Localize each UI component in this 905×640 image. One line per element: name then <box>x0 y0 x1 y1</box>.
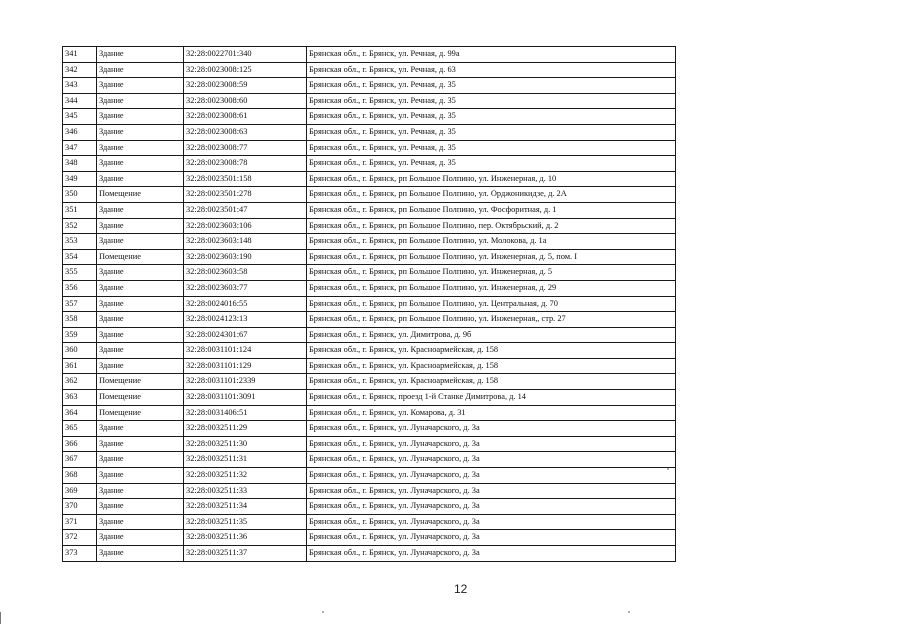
row-number-cell: 365 <box>63 421 97 437</box>
object-type-cell: Помещение <box>97 390 184 406</box>
cadastral-number-cell: 32:28:0032511:31 <box>184 452 307 468</box>
object-type-cell: Здание <box>97 124 184 140</box>
row-number-cell: 343 <box>63 78 97 94</box>
cadastral-number-cell: 32:28:0031406:51 <box>184 405 307 421</box>
table-row <box>63 327 676 343</box>
row-number-cell: 349 <box>63 171 97 187</box>
cadastral-number-cell: 32:28:0023008:78 <box>184 156 307 172</box>
object-type-cell: Помещение <box>97 405 184 421</box>
address-cell: Брянская обл., г. Брянск, ул. Речная, д. 99а <box>307 47 676 63</box>
row-number-cell: 361 <box>63 358 97 374</box>
cadastral-number-cell: 32:28:0023603:148 <box>184 234 307 250</box>
address-cell: Брянская обл., г. Брянск, рп Большое Полпино, ул. Молокова, д. 1а <box>307 234 676 250</box>
address-cell: Брянская обл., г. Брянск, ул. Красноармейская, д. 158 <box>307 343 676 359</box>
table-row <box>63 78 676 94</box>
cadastral-number-cell: 32:28:0024301:67 <box>184 327 307 343</box>
cadastral-number-cell: 32:28:0023501:158 <box>184 171 307 187</box>
table-row <box>63 421 676 437</box>
cadastral-number-cell: 32:28:0023501:47 <box>184 202 307 218</box>
object-type-cell: Здание <box>97 436 184 452</box>
table-row <box>63 514 676 530</box>
cadastral-number-cell: 32:28:0023008:61 <box>184 109 307 125</box>
row-number-cell: 360 <box>63 343 97 359</box>
table-row <box>63 312 676 328</box>
object-type-cell: Помещение <box>97 249 184 265</box>
cadastral-number-cell: 32:28:0023008:63 <box>184 124 307 140</box>
cadastral-number-cell: 32:28:0023008:77 <box>184 140 307 156</box>
cadastral-number-cell: 32:28:0024016:55 <box>184 296 307 312</box>
address-cell: Брянская обл., г. Брянск, ул. Димитрова, д. 9б <box>307 327 676 343</box>
cadastral-number-cell: 32:28:0032511:36 <box>184 530 307 546</box>
address-cell: Брянская обл., г. Брянск, ул. Луначарского, д. 3а <box>307 546 676 562</box>
object-type-cell: Здание <box>97 218 184 234</box>
table-row <box>63 62 676 78</box>
cadastral-number-cell: 32:28:0032511:32 <box>184 468 307 484</box>
table-row <box>63 452 676 468</box>
cadastral-number-cell: 32:28:0022701:340 <box>184 47 307 63</box>
row-number-cell: 364 <box>63 405 97 421</box>
address-cell: Брянская обл., г. Брянск, ул. Луначарского, д. 3а <box>307 530 676 546</box>
cadastral-number-cell: 32:28:0023008:125 <box>184 62 307 78</box>
cadastral-number-cell: 32:28:0032511:33 <box>184 483 307 499</box>
object-type-cell: Помещение <box>97 374 184 390</box>
object-type-cell: Здание <box>97 327 184 343</box>
address-cell: Брянская обл., г. Брянск, рп Большое Полпино, ул. Инженерная, д. 5, пом. I <box>307 249 676 265</box>
address-cell: Брянская обл., г. Брянск, ул. Речная, д. 35 <box>307 140 676 156</box>
cadastral-number-cell: 32:28:0023501:278 <box>184 187 307 203</box>
object-type-cell: Здание <box>97 514 184 530</box>
table-row <box>63 187 676 203</box>
object-type-cell: Здание <box>97 202 184 218</box>
table-row <box>63 343 676 359</box>
object-type-cell: Здание <box>97 109 184 125</box>
row-number-cell: 363 <box>63 390 97 406</box>
address-cell: Брянская обл., г. Брянск, рп Большое Полпино, ул. Инженерная, д. 10 <box>307 171 676 187</box>
table-row <box>63 499 676 515</box>
cadastral-number-cell: 32:28:0023603:77 <box>184 280 307 296</box>
address-cell: Брянская обл., г. Брянск, ул. Речная, д. 35 <box>307 124 676 140</box>
row-number-cell: 358 <box>63 312 97 328</box>
table-row <box>63 249 676 265</box>
table-row <box>63 546 676 562</box>
row-number-cell: 347 <box>63 140 97 156</box>
address-cell: Брянская обл., г. Брянск, рп Большое Полпино, пер. Октябрьский, д. 2 <box>307 218 676 234</box>
table-row <box>63 124 676 140</box>
object-type-cell: Здание <box>97 421 184 437</box>
row-number-cell: 342 <box>63 62 97 78</box>
page-number: 12 <box>454 582 468 596</box>
scan-speck <box>322 611 324 613</box>
row-number-cell: 368 <box>63 468 97 484</box>
cadastral-number-cell: 32:28:0031101:3091 <box>184 390 307 406</box>
row-number-cell: 353 <box>63 234 97 250</box>
cadastral-number-cell: 32:28:0023008:59 <box>184 78 307 94</box>
cadastral-number-cell: 32:28:0032511:34 <box>184 499 307 515</box>
row-number-cell: 357 <box>63 296 97 312</box>
row-number-cell: 346 <box>63 124 97 140</box>
cadastral-number-cell: 32:28:0032511:29 <box>184 421 307 437</box>
cadastral-number-cell: 32:28:0023603:58 <box>184 265 307 281</box>
object-type-cell: Здание <box>97 530 184 546</box>
address-cell: Брянская обл., г. Брянск, рп Большое Полпино, ул. Орджоникидзе, д. 2А <box>307 187 676 203</box>
row-number-cell: 367 <box>63 452 97 468</box>
address-cell: Брянская обл., г. Брянск, ул. Луначарского, д. 3а <box>307 514 676 530</box>
address-cell: Брянская обл., г. Брянск, ул. Речная, д. 35 <box>307 109 676 125</box>
address-cell: Брянская обл., г. Брянск, ул. Луначарского, д. 3а <box>307 468 676 484</box>
row-number-cell: 369 <box>63 483 97 499</box>
row-number-cell: 366 <box>63 436 97 452</box>
table-row <box>63 109 676 125</box>
table-row <box>63 171 676 187</box>
object-type-cell: Здание <box>97 265 184 281</box>
table-row <box>63 140 676 156</box>
table-row <box>63 280 676 296</box>
table-row <box>63 390 676 406</box>
cadastral-number-cell: 32:28:0031101:124 <box>184 343 307 359</box>
row-number-cell: 362 <box>63 374 97 390</box>
object-type-cell: Здание <box>97 234 184 250</box>
cadastral-number-cell: 32:28:0023603:106 <box>184 218 307 234</box>
table-row <box>63 468 676 484</box>
table-row <box>63 202 676 218</box>
object-type-cell: Здание <box>97 62 184 78</box>
table-row <box>63 47 676 63</box>
object-type-cell: Здание <box>97 280 184 296</box>
table-row <box>63 483 676 499</box>
row-number-cell: 341 <box>63 47 97 63</box>
object-type-cell: Здание <box>97 78 184 94</box>
object-type-cell: Здание <box>97 296 184 312</box>
row-number-cell: 355 <box>63 265 97 281</box>
registry-table-body <box>63 47 676 562</box>
table-row <box>63 234 676 250</box>
address-cell: Брянская обл., г. Брянск, ул. Комарова, д. 31 <box>307 405 676 421</box>
row-number-cell: 351 <box>63 202 97 218</box>
row-number-cell: 359 <box>63 327 97 343</box>
object-type-cell: Здание <box>97 47 184 63</box>
table-row <box>63 530 676 546</box>
table-row <box>63 218 676 234</box>
row-number-cell: 372 <box>63 530 97 546</box>
scan-speck <box>667 468 669 470</box>
address-cell: Брянская обл., г. Брянск, ул. Луначарского, д. 3а <box>307 436 676 452</box>
object-type-cell: Здание <box>97 343 184 359</box>
object-type-cell: Здание <box>97 140 184 156</box>
row-number-cell: 373 <box>63 546 97 562</box>
table-row <box>63 405 676 421</box>
address-cell: Брянская обл., г. Брянск, рп Большое Полпино, ул. Центральная, д. 70 <box>307 296 676 312</box>
address-cell: Брянская обл., г. Брянск, ул. Красноармейская, д. 158 <box>307 358 676 374</box>
address-cell: Брянская обл., г. Брянск, ул. Речная, д. 35 <box>307 93 676 109</box>
address-cell: Брянская обл., г. Брянск, ул. Луначарского, д. 3а <box>307 499 676 515</box>
cadastral-number-cell: 32:28:0023603:190 <box>184 249 307 265</box>
row-number-cell: 350 <box>63 187 97 203</box>
row-number-cell: 352 <box>63 218 97 234</box>
scan-edge-mark <box>0 612 1 624</box>
cadastral-number-cell: 32:28:0032511:35 <box>184 514 307 530</box>
row-number-cell: 348 <box>63 156 97 172</box>
address-cell: Брянская обл., г. Брянск, ул. Речная, д. 63 <box>307 62 676 78</box>
cadastral-number-cell: 32:28:0023008:60 <box>184 93 307 109</box>
address-cell: Брянская обл., г. Брянск, проезд 1-й Станке Димитрова, д. 14 <box>307 390 676 406</box>
cadastral-number-cell: 32:28:0032511:30 <box>184 436 307 452</box>
row-number-cell: 356 <box>63 280 97 296</box>
object-type-cell: Здание <box>97 312 184 328</box>
row-number-cell: 354 <box>63 249 97 265</box>
address-cell: Брянская обл., г. Брянск, ул. Луначарского, д. 3а <box>307 483 676 499</box>
table-row <box>63 296 676 312</box>
cadastral-number-cell: 32:28:0031101:2339 <box>184 374 307 390</box>
object-type-cell: Здание <box>97 499 184 515</box>
object-type-cell: Здание <box>97 156 184 172</box>
object-type-cell: Здание <box>97 358 184 374</box>
object-type-cell: Здание <box>97 468 184 484</box>
table-row <box>63 265 676 281</box>
address-cell: Брянская обл., г. Брянск, ул. Луначарского, д. 3а <box>307 452 676 468</box>
table-row <box>63 374 676 390</box>
row-number-cell: 344 <box>63 93 97 109</box>
object-type-cell: Здание <box>97 93 184 109</box>
row-number-cell: 370 <box>63 499 97 515</box>
cadastral-number-cell: 32:28:0032511:37 <box>184 546 307 562</box>
object-type-cell: Здание <box>97 171 184 187</box>
row-number-cell: 345 <box>63 109 97 125</box>
object-type-cell: Здание <box>97 483 184 499</box>
address-cell: Брянская обл., г. Брянск, рп Большое Полпино, ул. Инженерная, д. 5 <box>307 265 676 281</box>
address-cell: Брянская обл., г. Брянск, рп Большое Полпино, ул. Инженерная,, стр. 27 <box>307 312 676 328</box>
object-type-cell: Помещение <box>97 187 184 203</box>
table-row <box>63 358 676 374</box>
address-cell: Брянская обл., г. Брянск, рп Большое Полпино, ул. Инженерная, д. 29 <box>307 280 676 296</box>
property-registry-table <box>62 46 676 562</box>
object-type-cell: Здание <box>97 546 184 562</box>
table-row <box>63 93 676 109</box>
cadastral-number-cell: 32:28:0031101:129 <box>184 358 307 374</box>
address-cell: Брянская обл., г. Брянск, ул. Речная, д. 35 <box>307 78 676 94</box>
table-row <box>63 156 676 172</box>
address-cell: Брянская обл., г. Брянск, ул. Красноармейская, д. 158 <box>307 374 676 390</box>
object-type-cell: Здание <box>97 452 184 468</box>
table-row <box>63 436 676 452</box>
address-cell: Брянская обл., г. Брянск, ул. Луначарского, д. 3а <box>307 421 676 437</box>
row-number-cell: 371 <box>63 514 97 530</box>
address-cell: Брянская обл., г. Брянск, ул. Речная, д. 35 <box>307 156 676 172</box>
scan-speck <box>628 611 630 613</box>
address-cell: Брянская обл., г. Брянск, рп Большое Полпино, ул. Фосфоритная, д. 1 <box>307 202 676 218</box>
cadastral-number-cell: 32:28:0024123:13 <box>184 312 307 328</box>
